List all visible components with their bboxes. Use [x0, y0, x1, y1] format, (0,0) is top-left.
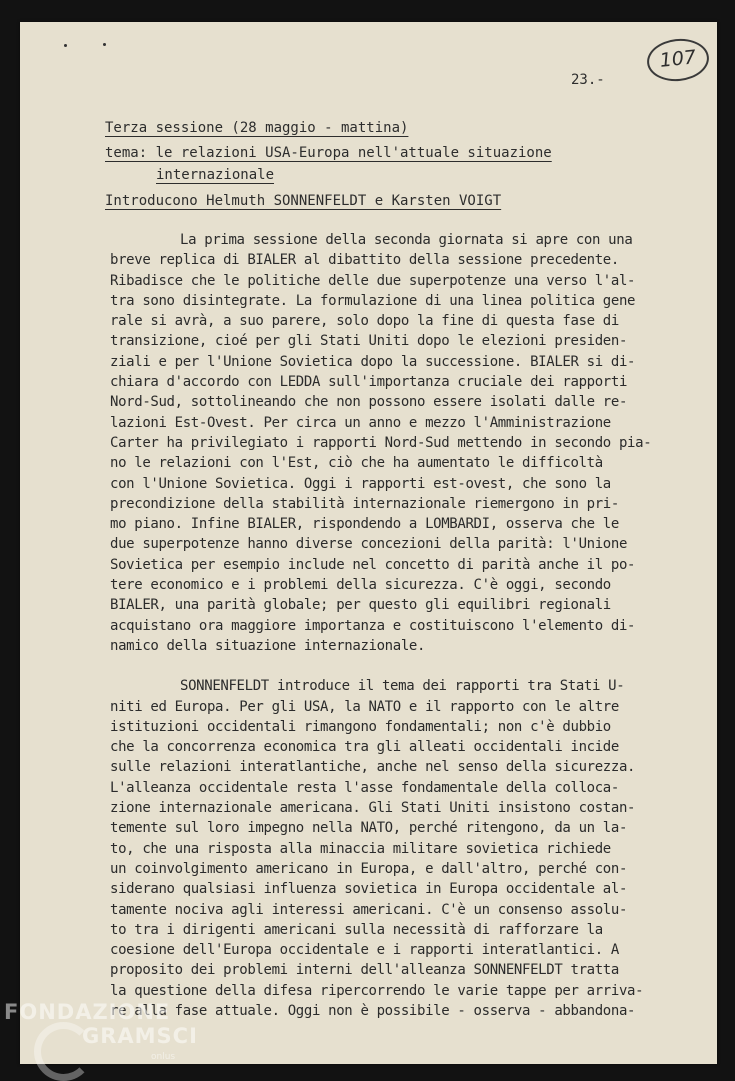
text-line: chiara d'accordo con LEDDA sull'importanza cruciale dei rapporti: [110, 374, 628, 391]
text-line: niti ed Europa. Per gli USA, la NATO e il rapporto con le altre: [110, 698, 619, 715]
fondazione-gramsci-watermark: [4, 1000, 198, 1062]
text-line: tere economico e i problemi della sicurezza. C'è oggi, secondo: [110, 577, 611, 594]
text-line: no le relazioni con l'Est, ciò che ha aumentato le difficoltà: [110, 455, 603, 472]
text-line: mo piano. Infine BIALER, rispondendo a LOMBARDI, osserva che le: [110, 516, 619, 533]
text-line: istituzioni occidentali rimangono fondamentali; non c'è dubbio: [110, 718, 611, 735]
watermark-line1: FONDAZIONE: [4, 1000, 171, 1024]
text-line: con l'Unione Sovietica. Oggi i rapporti est-ovest, che sono la: [110, 475, 611, 492]
text-line: un coinvolgimento americano in Europa, e dall'altro, perché con-: [110, 860, 628, 877]
text-line: transizione, cioé per gli Stati Uniti dopo le elezioni presiden-: [110, 333, 628, 350]
text-line: siderano qualsiasi influenza sovietica in Europa occidentale al-: [110, 881, 628, 898]
text-line: L'alleanza occidentale resta l'asse fondamentale della colloca-: [110, 779, 619, 796]
text-line: Sovietica per esempio include nel concetto di parità anche il po-: [110, 556, 636, 573]
text-line: ziali e per l'Unione Sovietica dopo la successione. BIALER si di-: [110, 353, 636, 370]
text-line: Ribadisce che le politiche delle due superpotenze una verso l'al-: [110, 272, 636, 289]
text-line: rale si avrà, a suo parere, solo dopo la fine di questa fase di: [110, 313, 619, 330]
text-line: due superpotenze hanno diverse concezioni della parità: l'Unione: [110, 536, 628, 553]
theme-heading-line2: internazionale: [156, 167, 275, 183]
text-line: breve replica di BIALER al dibattito della sessione precedente.: [110, 252, 619, 269]
document-body: [110, 230, 670, 1021]
text-line: acquistano ora maggiore importanza e costituiscono l'elemento di-: [110, 617, 636, 634]
text-line: Carter ha privilegiato i rapporti Nord-Sud mettendo in secondo pia-: [110, 434, 652, 451]
document-page: [20, 22, 717, 1064]
text-line: temente sul loro impegno nella NATO, perché ritengono, da un la-: [110, 820, 628, 837]
text-line: la questione della difesa ripercorrendo le varie tappe per arriva-: [110, 982, 644, 999]
text-line: zione internazionale americana. Gli Stati Uniti insistono costan-: [110, 800, 636, 817]
archive-number: 107: [658, 46, 698, 72]
text-line: precondizione della stabilità internazionale riemergono in pri-: [110, 495, 619, 512]
page-number: 23.-: [571, 72, 605, 88]
watermark-sub: onlus: [151, 1052, 176, 1062]
text-line: proposito dei problemi interni dell'alleanza SONNENFELDT tratta: [110, 962, 619, 979]
text-line: tra sono disintegrate. La formulazione di una linea politica gene: [110, 292, 636, 309]
text-line: lazioni Est-Ovest. Per circa un anno e mezzo l'Amministrazione: [110, 414, 611, 431]
paragraph: [110, 676, 670, 1021]
text-line: Nord-Sud, sottolineando che non possono essere isolati dalle re-: [110, 394, 628, 411]
text-line: to, che una risposta alla minaccia militare sovietica richiede: [110, 840, 611, 857]
text-line: coesione dell'Europa occidentale e i rapporti interatlantici. A: [110, 942, 619, 959]
text-line: to tra i dirigenti americani sulla necessità di rafforzare la: [110, 921, 603, 938]
theme-heading-line1: tema: le relazioni USA-Europa nell'attuale situazione: [105, 145, 552, 161]
archive-number-stamp: [645, 36, 711, 84]
punch-mark: [64, 44, 67, 47]
session-heading: Terza sessione (28 maggio - mattina): [105, 120, 409, 136]
text-line: La prima sessione della seconda giornata si apre con una: [180, 232, 633, 248]
text-line: sulle relazioni interatlantiche, anche nel senso della sicurezza.: [110, 759, 636, 776]
text-line: re alla fase attuale. Oggi non è possibile - osserva - abbandona-: [110, 1002, 636, 1019]
speakers-heading: Introducono Helmuth SONNENFELDT e Karsten VOIGT: [105, 193, 502, 209]
text-line: che la concorrenza economica tra gli alleati occidentali incide: [110, 739, 619, 756]
watermark-line2: GRAMSCI: [82, 1024, 198, 1048]
paragraph: [110, 230, 670, 656]
text-line: tamente nociva agli interessi americani. C'è un consenso assolu-: [110, 901, 628, 918]
punch-mark: [103, 43, 106, 46]
text-line: SONNENFELDT introduce il tema dei rapporti tra Stati U-: [180, 678, 625, 695]
text-line: BIALER, una parità globale; per questo gli equilibri regionali: [110, 597, 611, 614]
text-line: namico della situazione internazionale.: [110, 637, 426, 654]
